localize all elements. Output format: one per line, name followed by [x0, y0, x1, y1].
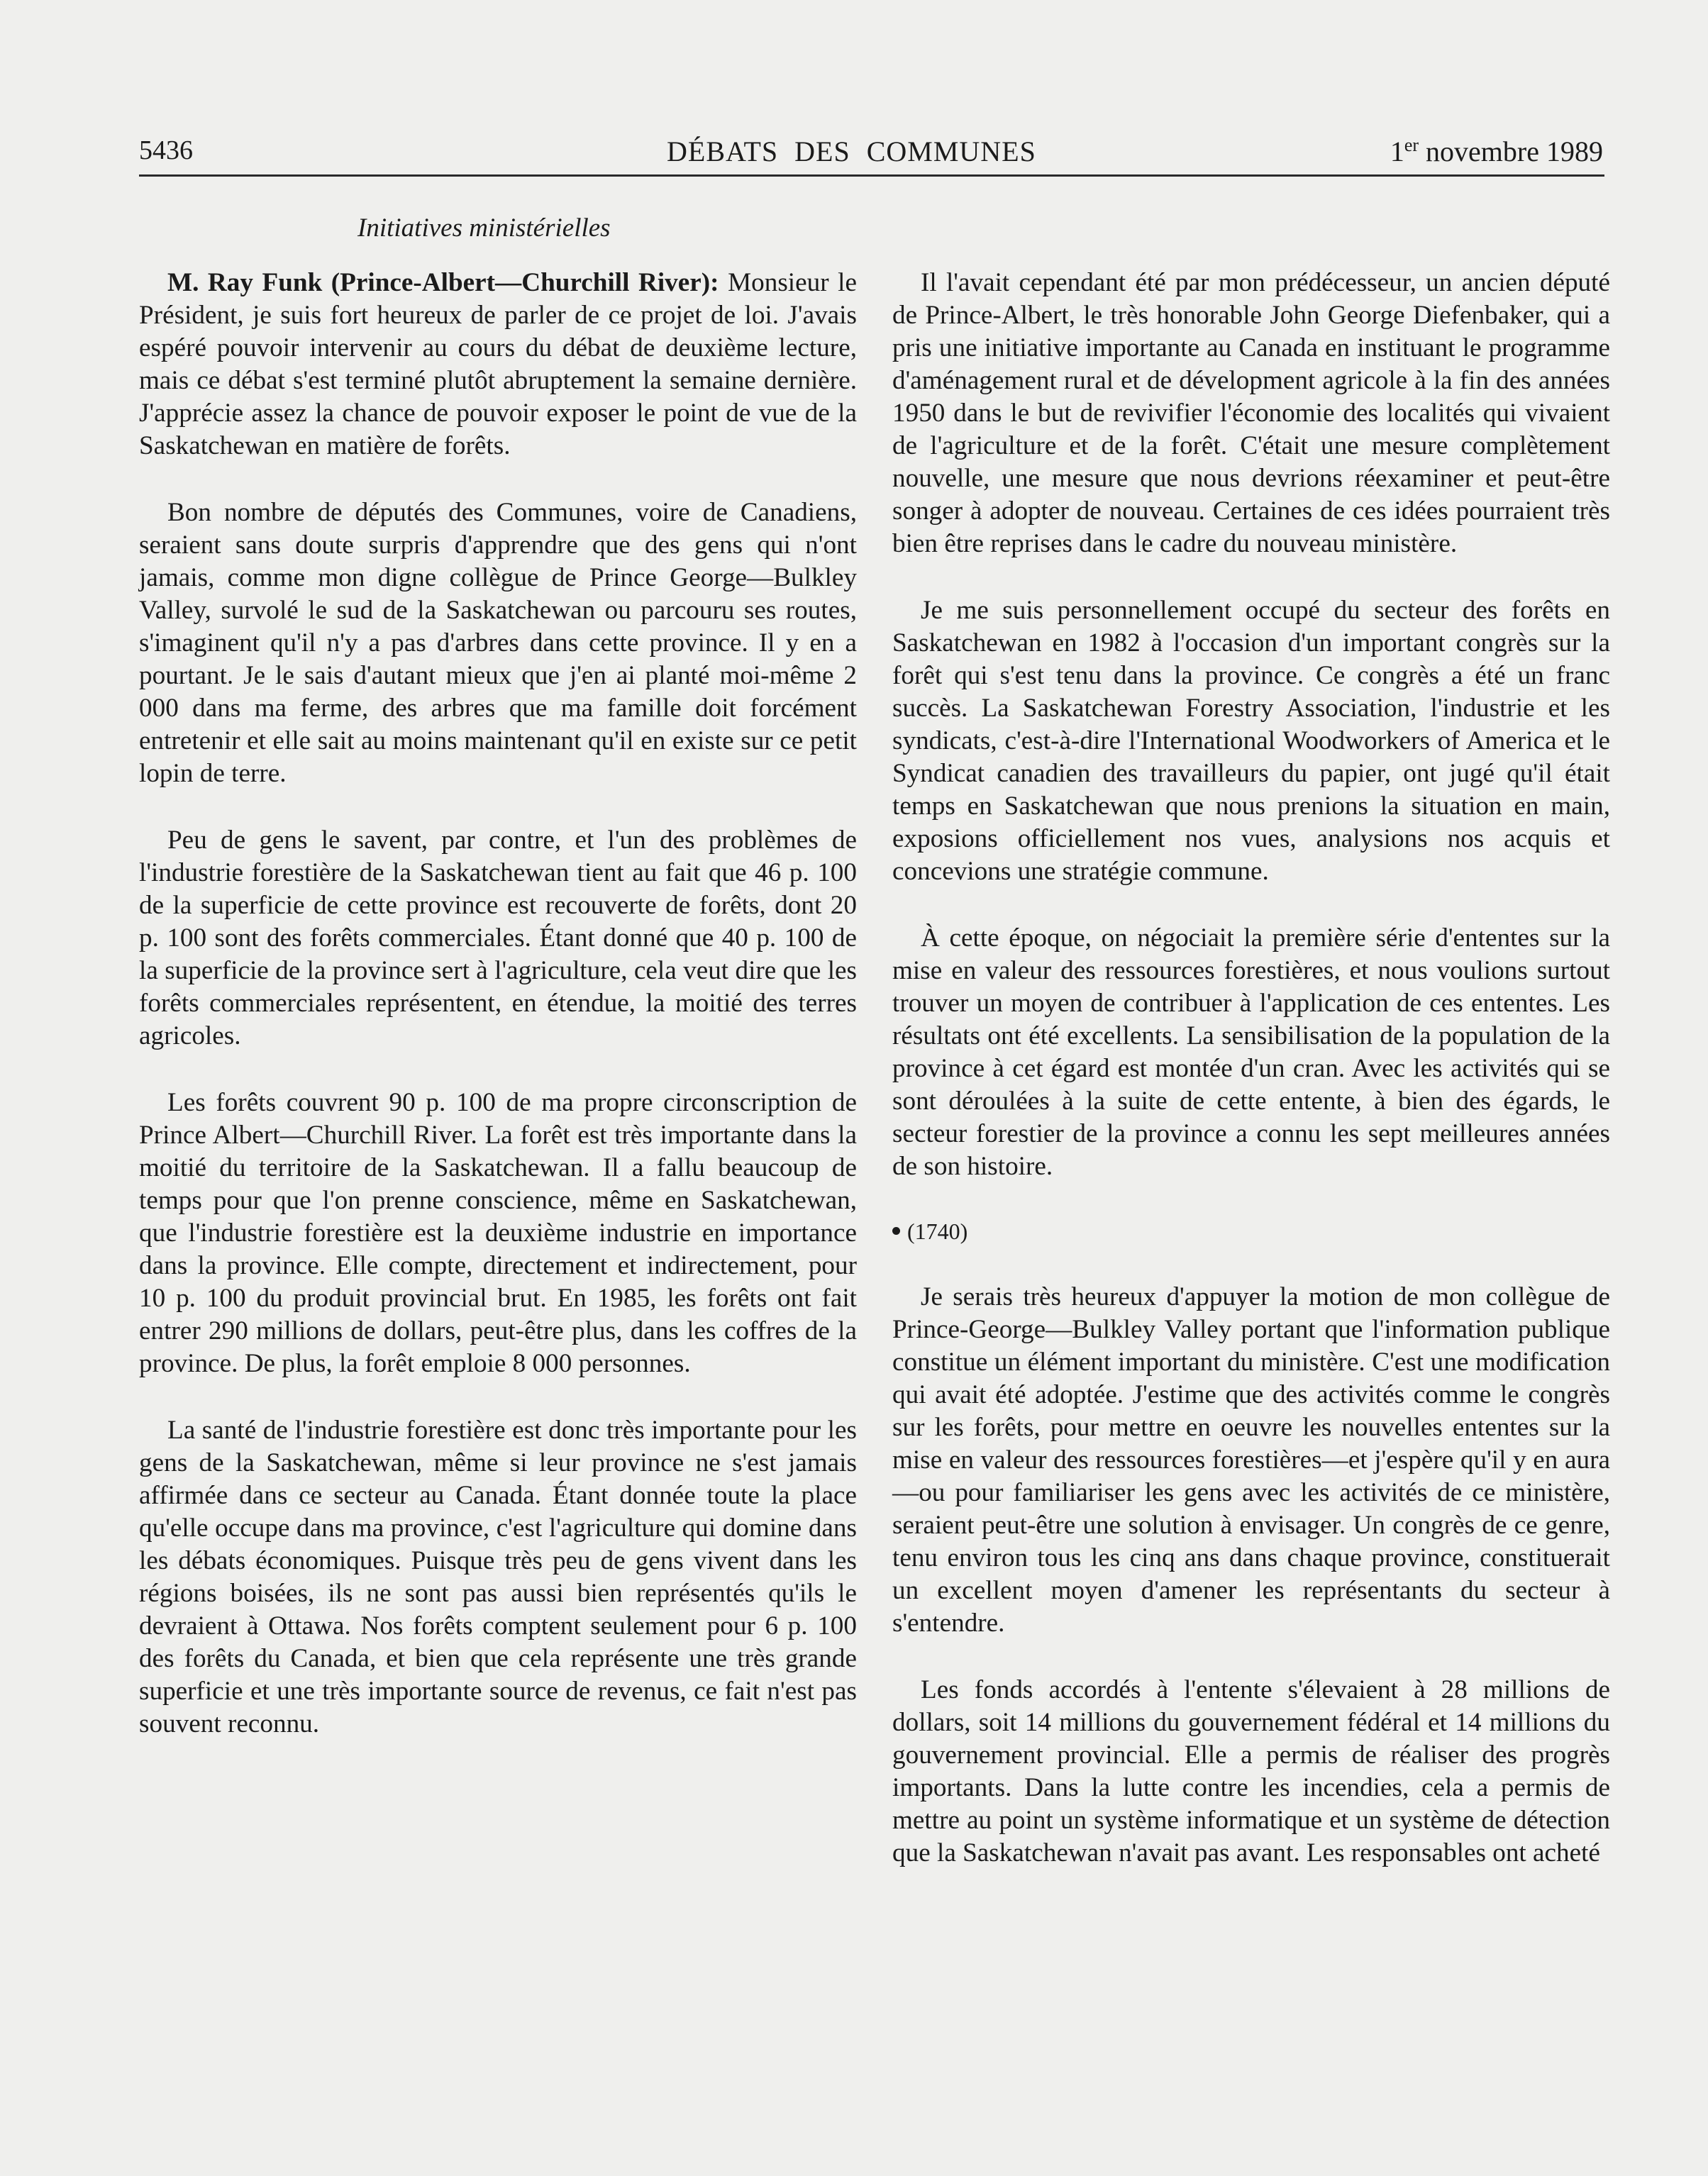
- running-title: DÉBATS DES COMMUNES: [667, 135, 1036, 167]
- page-number: 5436: [139, 135, 193, 165]
- left-column: [139, 267, 857, 1775]
- date-rest: novembre 1989: [1419, 135, 1603, 167]
- speaker-name: M. Ray Funk (Prince-Albert—Churchill River):: [167, 268, 719, 297]
- timestamp-marker: [892, 1217, 1610, 1245]
- timestamp-text: (1740): [907, 1219, 968, 1244]
- right-column: [892, 267, 1610, 1904]
- paragraph-speech-opening: [139, 267, 857, 462]
- paragraph: Bon nombre de députés des Communes, voire de Canadiens, seraient sans doute surpris d'apprendre que des gens qui n'ont jamais, comme mon digne collègue de Prince George—Bulkley Valley, survolé le sud de la Saskatchewan ou parcouru ses routes, s'imaginent qu'il n'y a pas d'arbres dans cette province. Il y en a pourtant. Je le sais d'autant mieux que j'en ai planté moi-même 2 000 dans ma ferme, des arbres que ma famille doit forcément entretenir et elle sait au moins maintenant qu'il en existe sur ce petit lopin de terre.: [139, 498, 857, 788]
- date-suffix: er: [1404, 135, 1419, 155]
- paragraph: Peu de gens le savent, par contre, et l'un des problèmes de l'industrie forestière de la Saskatchewan tient au fait que 46 p. 100 de la superficie de cette province est recouverte de forêts, dont 20 p. 100 sont des forêts commerciales. Étant donné que 40 p. 100 de la superficie de la province sert à l'agriculture, cela veut dire que les forêts commerciales représentent, en étendue, la moitié des terres agricoles.: [139, 826, 857, 1050]
- header-rule: [139, 174, 1604, 177]
- issue-date: [1390, 135, 1603, 168]
- paragraph: À cette époque, on négociait la première série d'ententes sur la mise en valeur des ressources forestières, et nous voulions surtout trouver un moyen de contribuer à l'application de ces ententes. Les résultats ont été excellents. La sensibilisation de la population de la province à cet égard est montée d'un cran. Avec les activités qui se sont déroulées à la suite de cette entente, à bien des égards, le secteur forestier de la province a connu les sept meilleures années de son histoire.: [892, 923, 1610, 1181]
- paragraph: Je me suis personnellement occupé du secteur des forêts en Saskatchewan en 1982 à l'occasion d'un important congrès sur la forêt qui s'est tenu dans la province. Ce congrès a été un franc succès. La Saskatchewan Forestry Association, l'industrie et les syndicats, c'est-à-dire l'International Woodworkers of America et le Syndicat canadien des travailleurs du papier, ont jugé qu'il était temps en Saskatchewan que nous prenions la situation en main, exposions officiellement nos vues, analysions nos acquis et concevions une stratégie commune.: [892, 596, 1610, 886]
- paragraph: Les forêts couvrent 90 p. 100 de ma propre circonscription de Prince Albert—Churchill River. La forêt est très importante dans la moitié du territoire de la Saskatchewan. Il a fallu beaucoup de temps pour que l'on prenne conscience, même en Saskatchewan, que l'industrie forestière est la deuxième industrie en importance dans la province. Elle compte, directement et indirectement, pour 10 p. 100 du produit provincial brut. En 1985, les forêts ont fait entrer 290 millions de dollars, peut-être plus, dans les coffres de la province. De plus, la forêt emploie 8 000 personnes.: [139, 1088, 857, 1378]
- paragraph: Il l'avait cependant été par mon prédécesseur, un ancien député de Prince-Albert, le très honorable John George Diefenbaker, qui a pris une initiative importante au Canada en instituant le programme d'aménagement rural et de dévelopment agricole à la fin des années 1950 dans le but de revivifier l'économie des localités qui vivaient de l'agriculture et de la forêt. C'était une mesure complètement nouvelle, une mesure que nous devrions réexaminer et peut-être songer à adopter de nouveau. Certaines de ces idées pourraient très bien être reprises dans le cadre du nouveau ministère.: [892, 268, 1610, 558]
- paragraph-text: Monsieur le Président, je suis fort heureux de parler de ce projet de loi. J'avais espéré pouvoir intervenir au cours du débat de deuxième lecture, mais ce débat s'est terminé plutôt abruptement la semaine dernière. J'apprécie assez la chance de pouvoir exposer le point de vue de la Saskatchewan en matière de forêts.: [139, 268, 857, 460]
- paragraph: Les fonds accordés à l'entente s'élevaient à 28 millions de dollars, soit 14 millions du gouvernement fédéral et 14 millions du gouvernement provincial. Elle a permis de réaliser des progrès importants. Dans la lutte contre les incendies, cela a permis de mettre au point un système informatique et un système de détection que la Saskatchewan n'avait pas avant. Les responsables ont acheté: [892, 1675, 1610, 1867]
- paragraph: Je serais très heureux d'appuyer la motion de mon collègue de Prince-George—Bulkley Valley portant que l'information publique constitue un élément important du ministère. C'est une modification qui avait été adoptée. J'estime que des activités comme le congrès sur les forêts, pour mettre en oeuvre les nouvelles ententes sur la mise en valeur des ressources forestières—et j'espère qu'il y en aura—ou pour familiariser les gens avec les activités de ce ministère, seraient peut-être une solution à envisager. Un congrès de ce genre, tenu environ tous les cinq ans dans chaque province, constituerait un excellent moyen d'amener les représentants du secteur à s'entendre.: [892, 1282, 1610, 1638]
- section-label: Initiatives ministérielles: [357, 213, 611, 243]
- bullet-icon: [892, 1227, 900, 1235]
- date-day: 1: [1390, 135, 1404, 167]
- paragraph: La santé de l'industrie forestière est donc très importante pour les gens de la Saskatchewan, même si leur province ne s'est jamais affirmée dans ce secteur au Canada. Étant donnée toute la place qu'elle occupe dans ma province, c'est l'agriculture qui domine dans les débats économiques. Puisque très peu de gens vivent dans les régions boisées, ils ne sont pas aussi bien représentés qu'ils le devraient à Ottawa. Nos forêts comptent seulement pour 6 p. 100 des forêts du Canada, et bien que cela représente une très grande superficie et une très importante source de revenus, ce fait n'est pas souvent reconnu.: [139, 1416, 857, 1738]
